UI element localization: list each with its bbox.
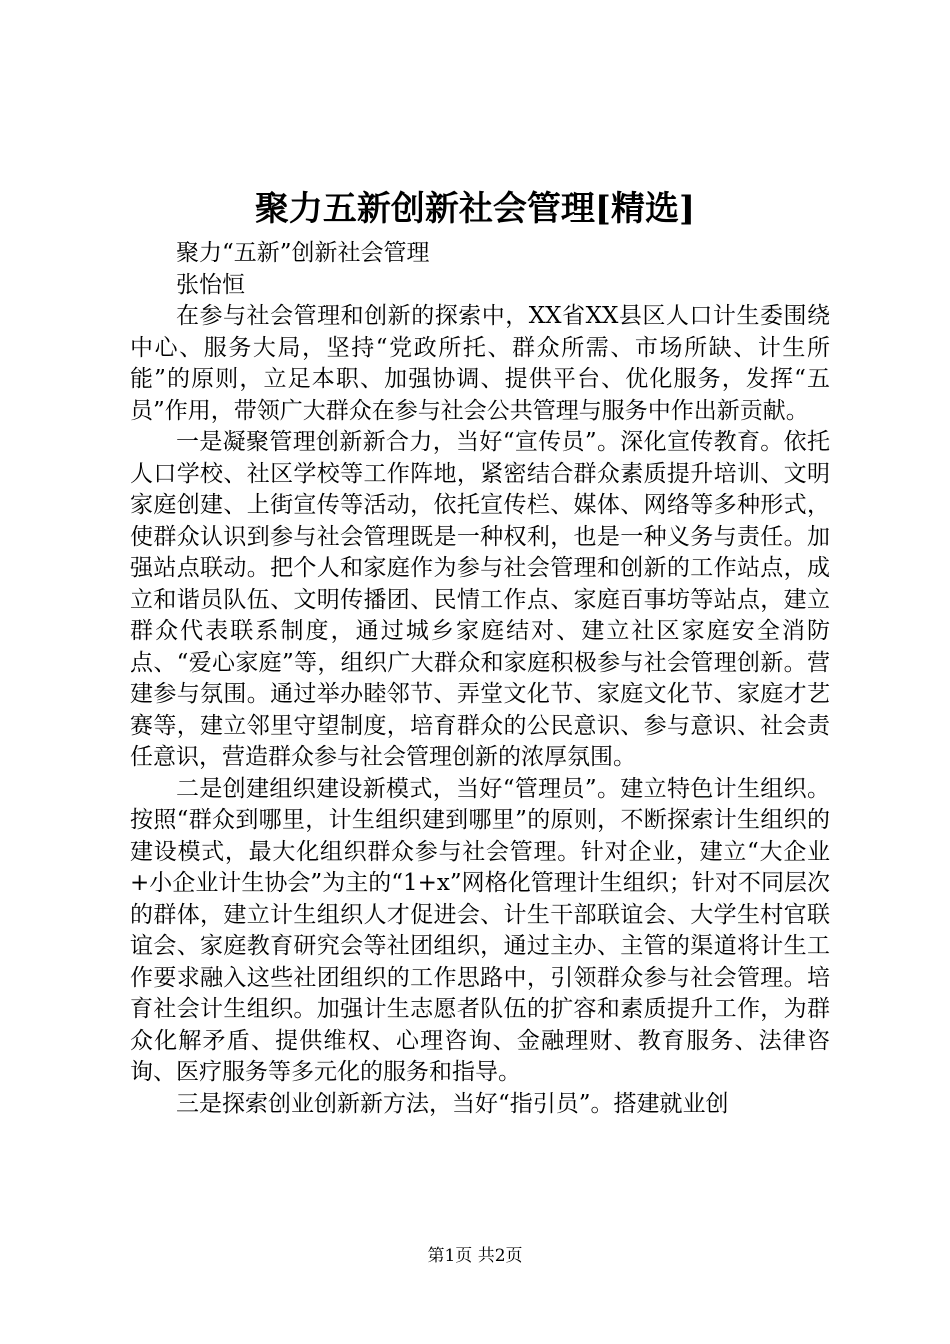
section-one-paragraph: 一是凝聚管理创新新合力，当好“宣传员”。深化宣传教育。依托人口学校、社区学校等工作阵地，紧密结合群众素质提升培训、文明家庭创建、上街宣传等活动，依托宣传栏、媒体、网络等多种形式，使群众认识到参与社会管理既是一种权利，也是一种义务与责任。加强站点联动。把个人和家庭作为参与社会管理和创新的工作站点，成立和谐员队伍、文明传播团、民情工作点、家庭百事坊等站点，建立群众代表联系制度，通过城乡家庭结对、建立社区家庭安全消防点、“爱心家庭”等，组织广大群众和家庭积极参与社会管理创新。营建参与氛围。通过举办睦邻节、弄堂文化节、家庭文化节、家庭才艺赛等，建立邻里守望制度，培育群众的公民意识、参与意识、社会责任意识，营造群众参与社会管理创新的浓厚氛围。 — [130, 429, 830, 770]
document-title: 聚力五新创新社会管理[精选] — [254, 189, 696, 229]
section-three-paragraph: 三是探索创业创新新方法，当好“指引员”。搭建就业创 — [176, 1090, 729, 1117]
subtitle-paragraph: 聚力“五新”创新社会管理 — [176, 240, 430, 266]
page-footer: 第1页 共2页 — [427, 1246, 523, 1266]
intro-paragraph: 在参与社会管理和创新的探索中，XX省XX县区人口计生委围绕中心、服务大局，坚持“党政所托、群众所需、市场所缺、计生所能”的原则，立足本职、加强协调、提供平台、优化服务，发挥“五员”作用，带领广大群众在参与社会公共管理与服务中作出新贡献。 — [130, 303, 830, 424]
author-paragraph: 张怡恒 — [176, 271, 245, 298]
section-two-paragraph: 二是创建组织建设新模式，当好“管理员”。建立特色计生组织。按照“群众到哪里，计生组织建到哪里”的原则，不断探索计生组织的建设模式，最大化组织群众参与社会管理。针对企业，建立“大企业+小企业计生协会”为主的“1+x”网格化管理计生组织；针对不同层次的群体，建立计生组织人才促进会、计生干部联谊会、大学生村官联谊会、家庭教育研究会等社团组织，通过主办、主管的渠道将计生工作要求融入这些社团组织的工作思路中，引领群众参与社会管理。培育社会计生组织。加强计生志愿者队伍的扩容和素质提升工作，为群众化解矛盾、提供维权、心理咨询、金融理财、教育服务、法律咨询、医疗服务等多元化的服务和指导。 — [130, 775, 830, 1085]
document-body — [130, 238, 830, 1120]
